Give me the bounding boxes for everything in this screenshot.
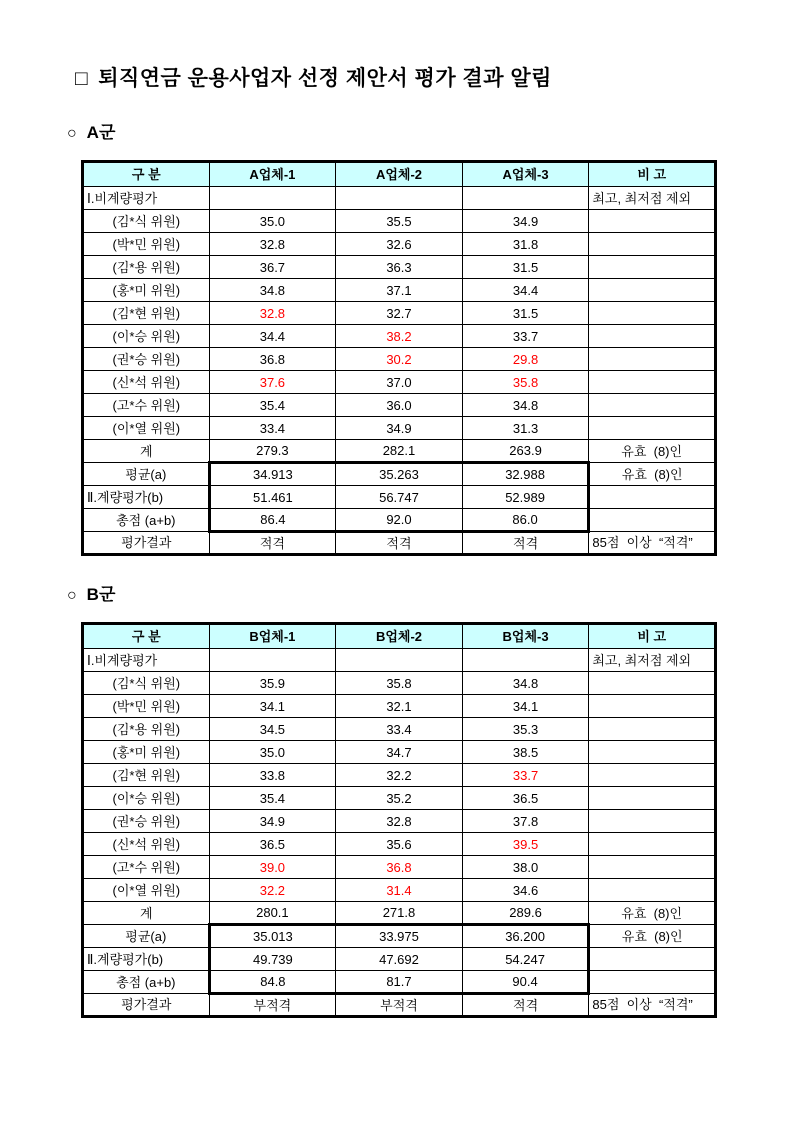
column-header: B업체-2 <box>336 624 463 649</box>
column-header: 구 분 <box>83 162 210 187</box>
evaluation-table-group-a <box>81 160 717 556</box>
score-cell: 35.4 <box>209 394 336 417</box>
score-cell: 36.8 <box>336 856 463 879</box>
row-label-cell: (김*용 위원) <box>83 256 210 279</box>
score-cell: 36.8 <box>209 348 336 371</box>
score-cell: 34.1 <box>462 695 589 718</box>
table-row <box>83 348 716 371</box>
note-cell <box>589 833 716 856</box>
row-label-cell: 평가결과 <box>83 994 210 1017</box>
table-row <box>83 672 716 695</box>
score-cell: 35.0 <box>209 210 336 233</box>
note-cell <box>589 417 716 440</box>
score-cell: 31.8 <box>462 233 589 256</box>
score-cell: 34.8 <box>462 672 589 695</box>
score-cell: 32.8 <box>209 233 336 256</box>
score-cell: 38.5 <box>462 741 589 764</box>
note-cell <box>589 695 716 718</box>
score-cell: 30.2 <box>336 348 463 371</box>
score-cell: 적격 <box>209 532 336 555</box>
note-cell <box>589 394 716 417</box>
score-cell: 84.8 <box>209 971 336 994</box>
row-label-cell: Ⅰ.비계량평가 <box>83 187 210 210</box>
note-cell <box>589 787 716 810</box>
table-row <box>83 971 716 994</box>
column-header: A업체-1 <box>209 162 336 187</box>
score-cell: 36.5 <box>209 833 336 856</box>
score-cell: 37.8 <box>462 810 589 833</box>
table-header <box>83 624 716 649</box>
score-cell: 32.2 <box>209 879 336 902</box>
column-header: A업체-2 <box>336 162 463 187</box>
row-label-cell: 총점 (a+b) <box>83 971 210 994</box>
score-cell: 적격 <box>462 532 589 555</box>
score-cell: 47.692 <box>336 948 463 971</box>
score-cell: 31.5 <box>462 302 589 325</box>
score-cell: 29.8 <box>462 348 589 371</box>
score-cell: 35.8 <box>336 672 463 695</box>
note-cell <box>589 348 716 371</box>
score-cell: 39.5 <box>462 833 589 856</box>
row-label-cell: (고*수 위원) <box>83 394 210 417</box>
row-label-cell: (김*식 위원) <box>83 672 210 695</box>
score-cell: 289.6 <box>462 902 589 925</box>
note-cell: 최고, 최저점 제외 <box>589 187 716 210</box>
table-row <box>83 440 716 463</box>
row-label-cell: 평균(a) <box>83 463 210 486</box>
table-row <box>83 463 716 486</box>
score-cell: 90.4 <box>462 971 589 994</box>
row-label-cell: (김*식 위원) <box>83 210 210 233</box>
score-cell: 92.0 <box>336 509 463 532</box>
table-row <box>83 718 716 741</box>
row-label-cell: 총점 (a+b) <box>83 509 210 532</box>
table-row <box>83 417 716 440</box>
table-row <box>83 764 716 787</box>
score-cell: 32.6 <box>336 233 463 256</box>
score-cell: 34.9 <box>209 810 336 833</box>
score-cell: 34.4 <box>209 325 336 348</box>
note-cell <box>589 371 716 394</box>
score-cell: 54.247 <box>462 948 589 971</box>
score-cell: 적격 <box>336 532 463 555</box>
score-cell: 35.3 <box>462 718 589 741</box>
section-b-label: B군 <box>86 585 116 604</box>
score-cell: 32.7 <box>336 302 463 325</box>
score-cell: 35.5 <box>336 210 463 233</box>
section-b-heading <box>67 584 722 607</box>
score-cell: 36.5 <box>462 787 589 810</box>
note-cell <box>589 879 716 902</box>
score-cell: 33.975 <box>336 925 463 948</box>
score-cell: 56.747 <box>336 486 463 509</box>
note-cell: 85점 이상 “적격” <box>589 532 716 555</box>
table-row <box>83 902 716 925</box>
score-cell: 적격 <box>462 994 589 1017</box>
evaluation-table-group-b <box>81 622 717 1018</box>
note-cell <box>589 233 716 256</box>
score-cell: 35.0 <box>209 741 336 764</box>
score-cell: 280.1 <box>209 902 336 925</box>
row-label-cell: (권*승 위원) <box>83 348 210 371</box>
note-cell <box>589 764 716 787</box>
table-row <box>83 256 716 279</box>
row-label-cell: (김*용 위원) <box>83 718 210 741</box>
score-cell: 35.4 <box>209 787 336 810</box>
score-cell: 38.2 <box>336 325 463 348</box>
score-cell <box>209 187 336 210</box>
note-cell: 유효 (8)인 <box>589 902 716 925</box>
row-label-cell: 계 <box>83 440 210 463</box>
score-cell: 271.8 <box>336 902 463 925</box>
column-header: 비 고 <box>589 162 716 187</box>
section-a-heading <box>67 122 722 145</box>
score-cell: 34.1 <box>209 695 336 718</box>
column-header: A업체-3 <box>462 162 589 187</box>
row-label-cell: 평가결과 <box>83 532 210 555</box>
score-cell: 263.9 <box>462 440 589 463</box>
score-cell: 33.8 <box>209 764 336 787</box>
score-cell: 34.9 <box>336 417 463 440</box>
score-cell: 35.9 <box>209 672 336 695</box>
note-cell: 85점 이상 “적격” <box>589 994 716 1017</box>
score-cell: 31.3 <box>462 417 589 440</box>
table-row <box>83 787 716 810</box>
table-row <box>83 649 716 672</box>
table-row <box>83 948 716 971</box>
column-header: 구 분 <box>83 624 210 649</box>
table-row <box>83 856 716 879</box>
score-cell: 38.0 <box>462 856 589 879</box>
row-label-cell: (신*석 위원) <box>83 371 210 394</box>
score-cell: 35.263 <box>336 463 463 486</box>
score-cell <box>336 649 463 672</box>
note-cell <box>589 856 716 879</box>
score-cell: 32.8 <box>336 810 463 833</box>
score-cell: 279.3 <box>209 440 336 463</box>
row-label-cell: 평균(a) <box>83 925 210 948</box>
note-cell <box>589 810 716 833</box>
table-body <box>83 187 716 555</box>
note-cell <box>589 948 716 971</box>
table-row <box>83 833 716 856</box>
table-row <box>83 371 716 394</box>
score-cell: 32.988 <box>462 463 589 486</box>
table-row <box>83 325 716 348</box>
score-cell: 36.7 <box>209 256 336 279</box>
score-cell: 34.9 <box>462 210 589 233</box>
score-cell: 34.913 <box>209 463 336 486</box>
table-row <box>83 233 716 256</box>
table-row <box>83 925 716 948</box>
circle-bullet-icon: ○ <box>67 125 77 142</box>
square-bullet-icon: □ <box>75 67 89 90</box>
score-cell <box>462 187 589 210</box>
circle-bullet-icon: ○ <box>67 587 77 604</box>
note-cell <box>589 971 716 994</box>
score-cell: 35.2 <box>336 787 463 810</box>
row-label-cell: (김*현 위원) <box>83 302 210 325</box>
score-cell: 81.7 <box>336 971 463 994</box>
score-cell: 34.5 <box>209 718 336 741</box>
note-cell <box>589 325 716 348</box>
header-row <box>83 162 716 187</box>
row-label-cell: (권*승 위원) <box>83 810 210 833</box>
row-label-cell: (홍*미 위원) <box>83 279 210 302</box>
row-label-cell: Ⅱ.계량평가(b) <box>83 948 210 971</box>
table-row <box>83 994 716 1017</box>
table-row <box>83 879 716 902</box>
row-label-cell: (김*현 위원) <box>83 764 210 787</box>
table-row <box>83 509 716 532</box>
score-cell: 33.7 <box>462 764 589 787</box>
table-row <box>83 741 716 764</box>
table-row <box>83 210 716 233</box>
score-cell: 34.4 <box>462 279 589 302</box>
score-cell: 33.4 <box>336 718 463 741</box>
note-cell <box>589 741 716 764</box>
score-cell: 34.7 <box>336 741 463 764</box>
score-cell <box>462 649 589 672</box>
row-label-cell: (고*수 위원) <box>83 856 210 879</box>
score-cell: 35.6 <box>336 833 463 856</box>
score-cell: 부적격 <box>209 994 336 1017</box>
row-label-cell: Ⅱ.계량평가(b) <box>83 486 210 509</box>
score-cell: 37.0 <box>336 371 463 394</box>
table-row <box>83 302 716 325</box>
note-cell <box>589 279 716 302</box>
row-label-cell: (이*열 위원) <box>83 879 210 902</box>
row-label-cell: (박*민 위원) <box>83 233 210 256</box>
column-header: B업체-3 <box>462 624 589 649</box>
score-cell <box>209 649 336 672</box>
score-cell: 35.013 <box>209 925 336 948</box>
score-cell: 33.4 <box>209 417 336 440</box>
note-cell: 유효 (8)인 <box>589 925 716 948</box>
score-cell: 35.8 <box>462 371 589 394</box>
table-row <box>83 695 716 718</box>
score-cell: 52.989 <box>462 486 589 509</box>
score-cell: 32.2 <box>336 764 463 787</box>
row-label-cell: (이*승 위원) <box>83 787 210 810</box>
row-label-cell: (이*승 위원) <box>83 325 210 348</box>
document-title <box>75 64 722 94</box>
note-cell <box>589 509 716 532</box>
header-row <box>83 624 716 649</box>
note-cell: 최고, 최저점 제외 <box>589 649 716 672</box>
score-cell: 282.1 <box>336 440 463 463</box>
note-cell <box>589 718 716 741</box>
table-row <box>83 394 716 417</box>
score-cell <box>336 187 463 210</box>
column-header: 비 고 <box>589 624 716 649</box>
table-row <box>83 532 716 555</box>
score-cell: 37.6 <box>209 371 336 394</box>
table-row <box>83 486 716 509</box>
row-label-cell: Ⅰ.비계량평가 <box>83 649 210 672</box>
score-cell: 36.200 <box>462 925 589 948</box>
score-cell: 39.0 <box>209 856 336 879</box>
score-cell: 37.1 <box>336 279 463 302</box>
row-label-cell: (이*열 위원) <box>83 417 210 440</box>
row-label-cell: (홍*미 위원) <box>83 741 210 764</box>
row-label-cell: (신*석 위원) <box>83 833 210 856</box>
note-cell <box>589 672 716 695</box>
note-cell: 유효 (8)인 <box>589 440 716 463</box>
score-cell: 34.8 <box>209 279 336 302</box>
section-a-label: A군 <box>86 123 116 142</box>
note-cell <box>589 256 716 279</box>
score-cell: 34.8 <box>462 394 589 417</box>
score-cell: 32.8 <box>209 302 336 325</box>
score-cell: 36.3 <box>336 256 463 279</box>
score-cell: 33.7 <box>462 325 589 348</box>
table-row <box>83 187 716 210</box>
row-label-cell: 계 <box>83 902 210 925</box>
note-cell <box>589 210 716 233</box>
note-cell <box>589 302 716 325</box>
score-cell: 부적격 <box>336 994 463 1017</box>
score-cell: 34.6 <box>462 879 589 902</box>
table-row <box>83 810 716 833</box>
score-cell: 86.0 <box>462 509 589 532</box>
score-cell: 51.461 <box>209 486 336 509</box>
score-cell: 32.1 <box>336 695 463 718</box>
document-title-text: 퇴직연금 운용사업자 선정 제안서 평가 결과 알림 <box>98 67 552 90</box>
score-cell: 36.0 <box>336 394 463 417</box>
column-header: B업체-1 <box>209 624 336 649</box>
row-label-cell: (박*민 위원) <box>83 695 210 718</box>
score-cell: 49.739 <box>209 948 336 971</box>
score-cell: 86.4 <box>209 509 336 532</box>
note-cell <box>589 486 716 509</box>
score-cell: 31.4 <box>336 879 463 902</box>
table-row <box>83 279 716 302</box>
table-body <box>83 649 716 1017</box>
score-cell: 31.5 <box>462 256 589 279</box>
table-header <box>83 162 716 187</box>
note-cell: 유효 (8)인 <box>589 463 716 486</box>
